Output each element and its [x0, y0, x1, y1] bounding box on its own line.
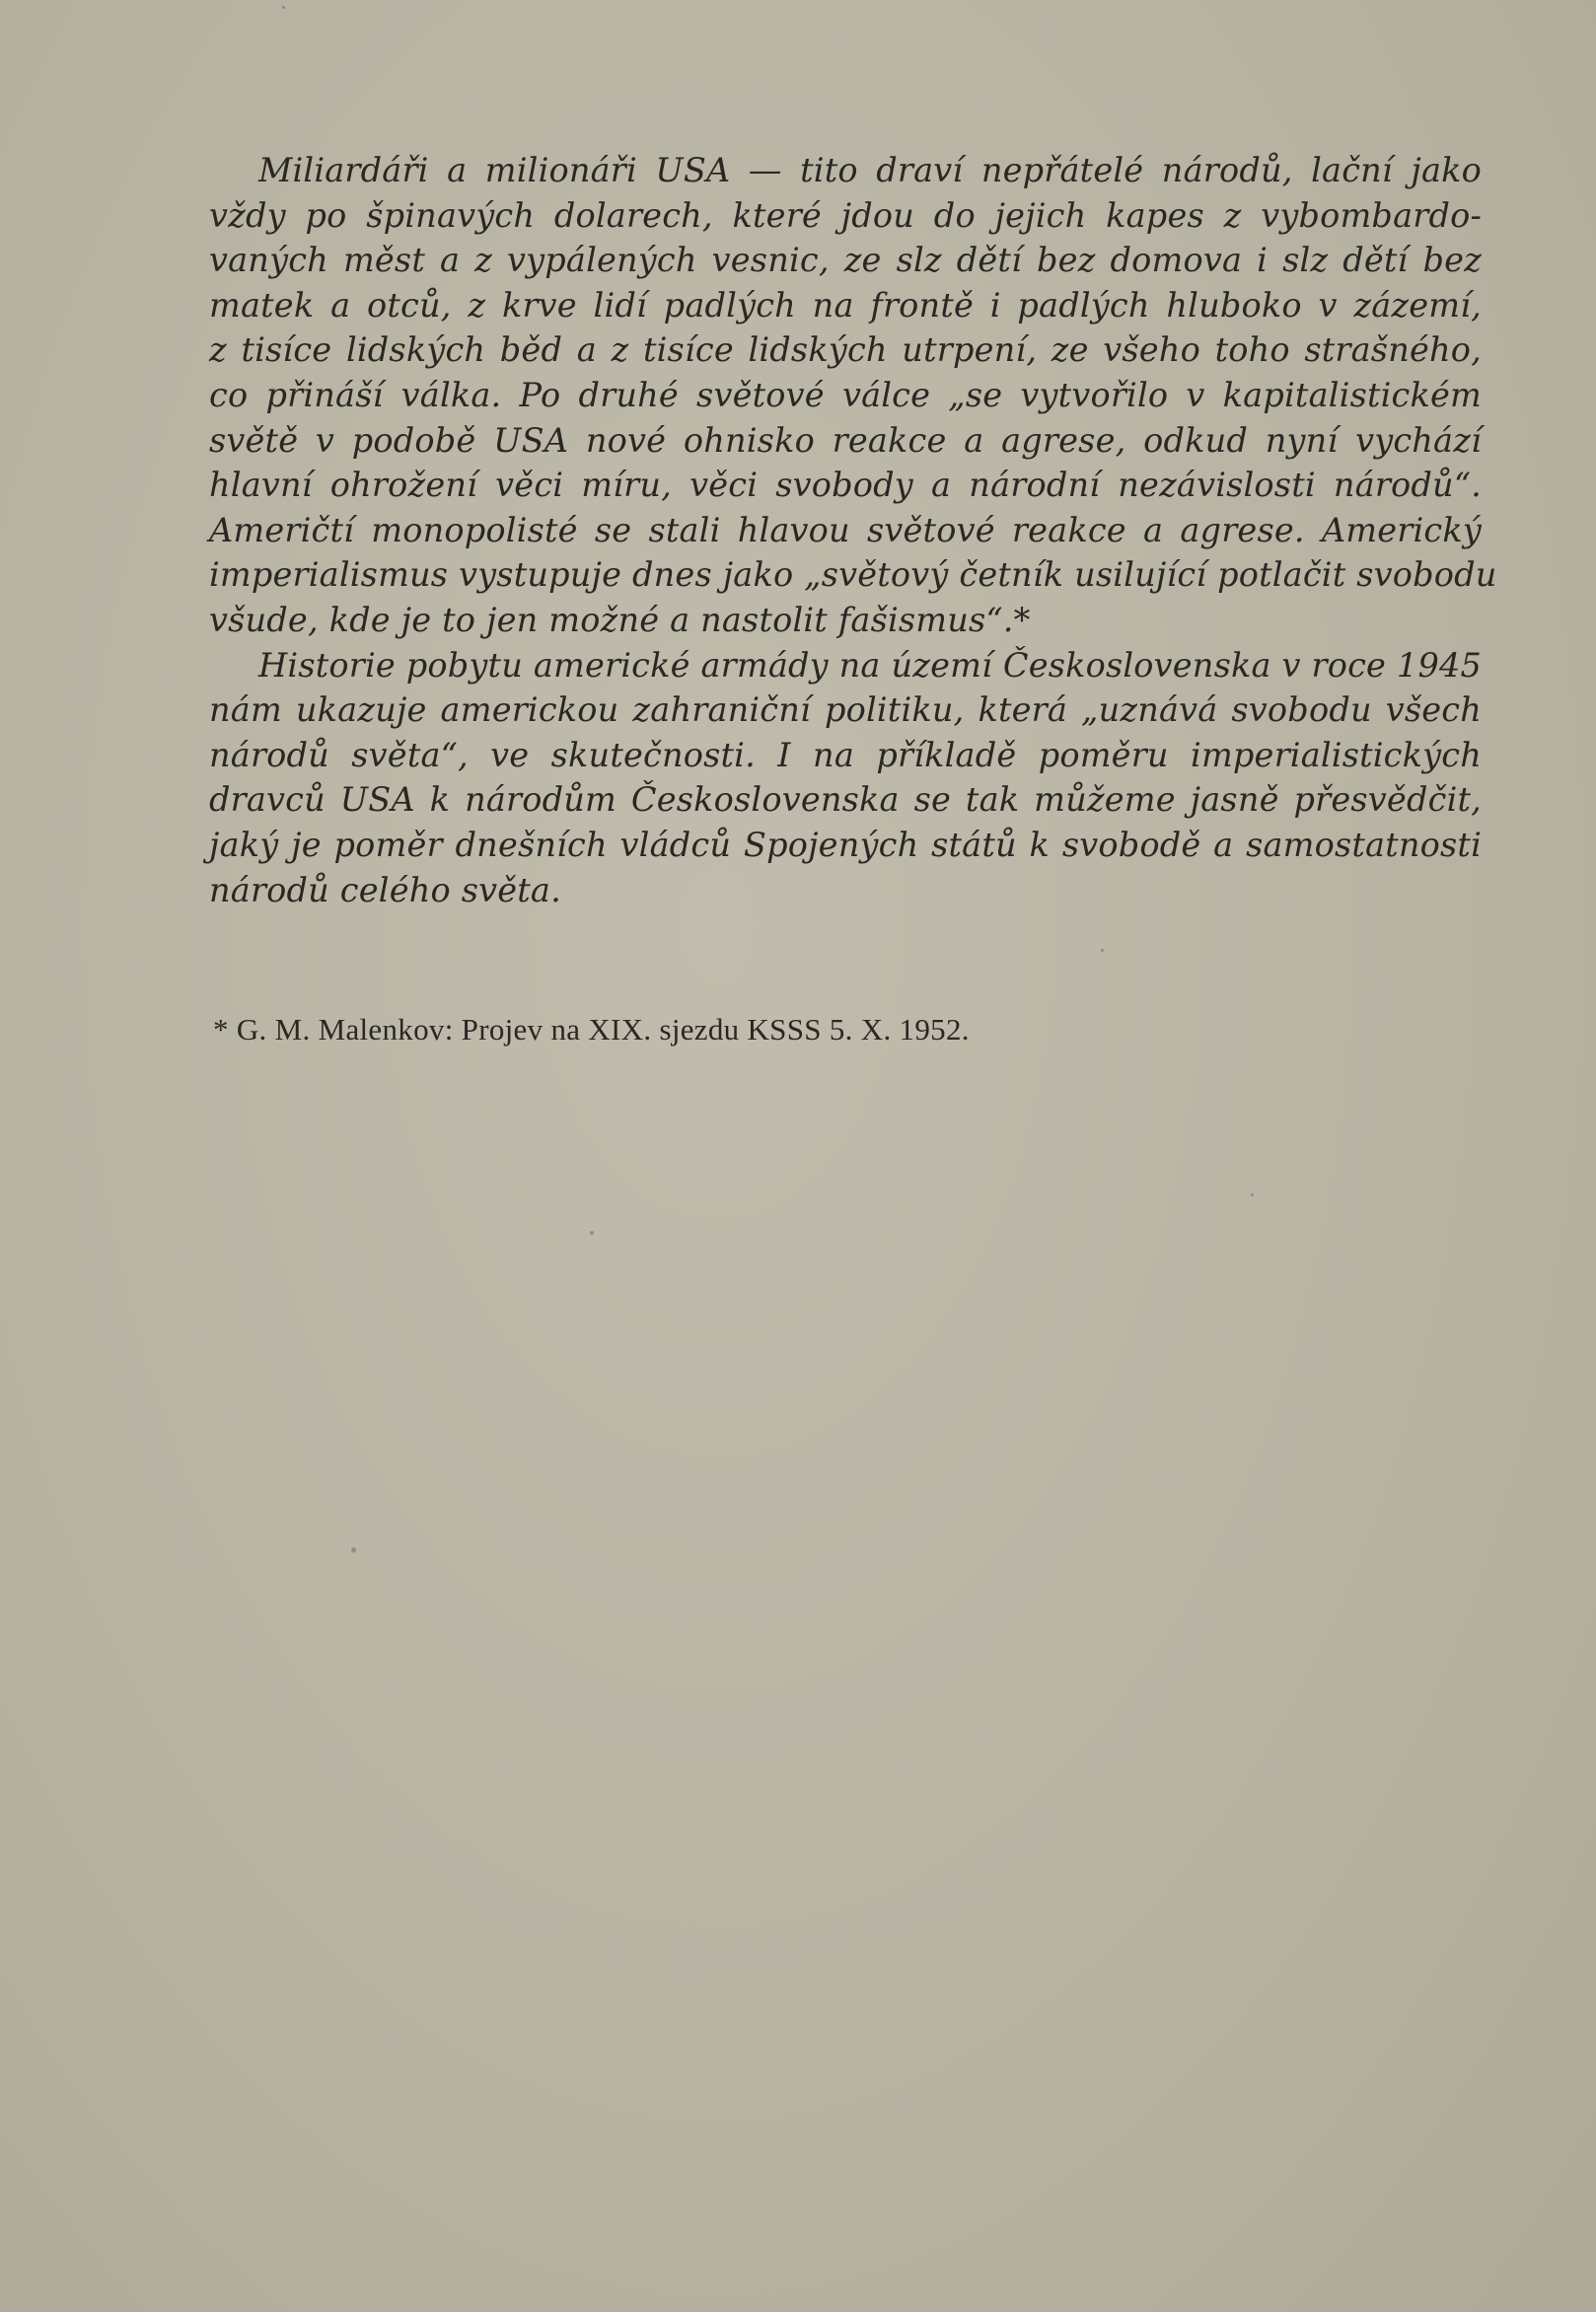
footnote: * G. M. Malenkov: Projev na XIX. sjezdu KSSS 5. X. 1952.	[213, 1012, 970, 1047]
text-line: z tisíce lidských běd a z tisíce lidských utrpení, ze všeho toho strašného,	[209, 330, 1482, 370]
text-line: matek a otců, z krve lidí padlých na frontě i padlých hluboko v zázemí,	[209, 285, 1482, 325]
text-line: vždy po špinavých dolarech, které jdou do jejich kapes z vybombardo-	[209, 195, 1482, 235]
paper-speck	[590, 1231, 594, 1235]
paper-speck	[282, 6, 285, 9]
paper-speck	[351, 1548, 356, 1553]
text-line: všude, kde je to jen možné a nastolit fašismus“.*	[209, 600, 1031, 639]
main-text	[209, 148, 1497, 912]
paper-speck	[1251, 1193, 1254, 1196]
text-line: dravců USA k národům Československa se tak můžeme jasně přesvědčit,	[209, 780, 1482, 820]
text-line: Historie pobytu americké armády na území Československa v roce 1945	[258, 645, 1482, 685]
text-line: hlavní ohrožení věci míru, věci svobody a národní nezávislosti národů“.	[209, 466, 1482, 505]
paragraph-1	[209, 148, 1497, 643]
text-line: imperialismus vystupuje dnes jako „světový četník usilující potlačit svobodu	[209, 555, 1497, 595]
paragraph-2	[209, 643, 1482, 913]
text-line: národů celého světa.	[209, 870, 561, 909]
text-line: světě v podobě USA nové ohnisko reakce a agrese, odkud nyní vychází	[209, 420, 1482, 460]
text-line: co přináší válka. Po druhé světové válce „se vytvořilo v kapitalistickém	[209, 375, 1482, 414]
text-line: vaných měst a z vypálených vesnic, ze slz dětí bez domova i slz dětí bez	[209, 241, 1482, 280]
text-line: nám ukazuje americkou zahraniční politiku, která „uznává svobodu všech	[209, 690, 1482, 730]
text-line: jaký je poměr dnešních vládců Spojených států k svobodě a samostatnosti	[209, 825, 1482, 864]
text-line: národů světa“, ve skutečnosti. I na příkladě poměru imperialistických	[209, 735, 1482, 774]
text-line: Američtí monopolisté se stali hlavou světové reakce a agrese. Americký	[209, 510, 1482, 549]
text-line: Miliardáři a milionáři USA — tito draví nepřátelé národů, lační jako	[258, 151, 1482, 189]
paper-speck	[1101, 949, 1104, 952]
